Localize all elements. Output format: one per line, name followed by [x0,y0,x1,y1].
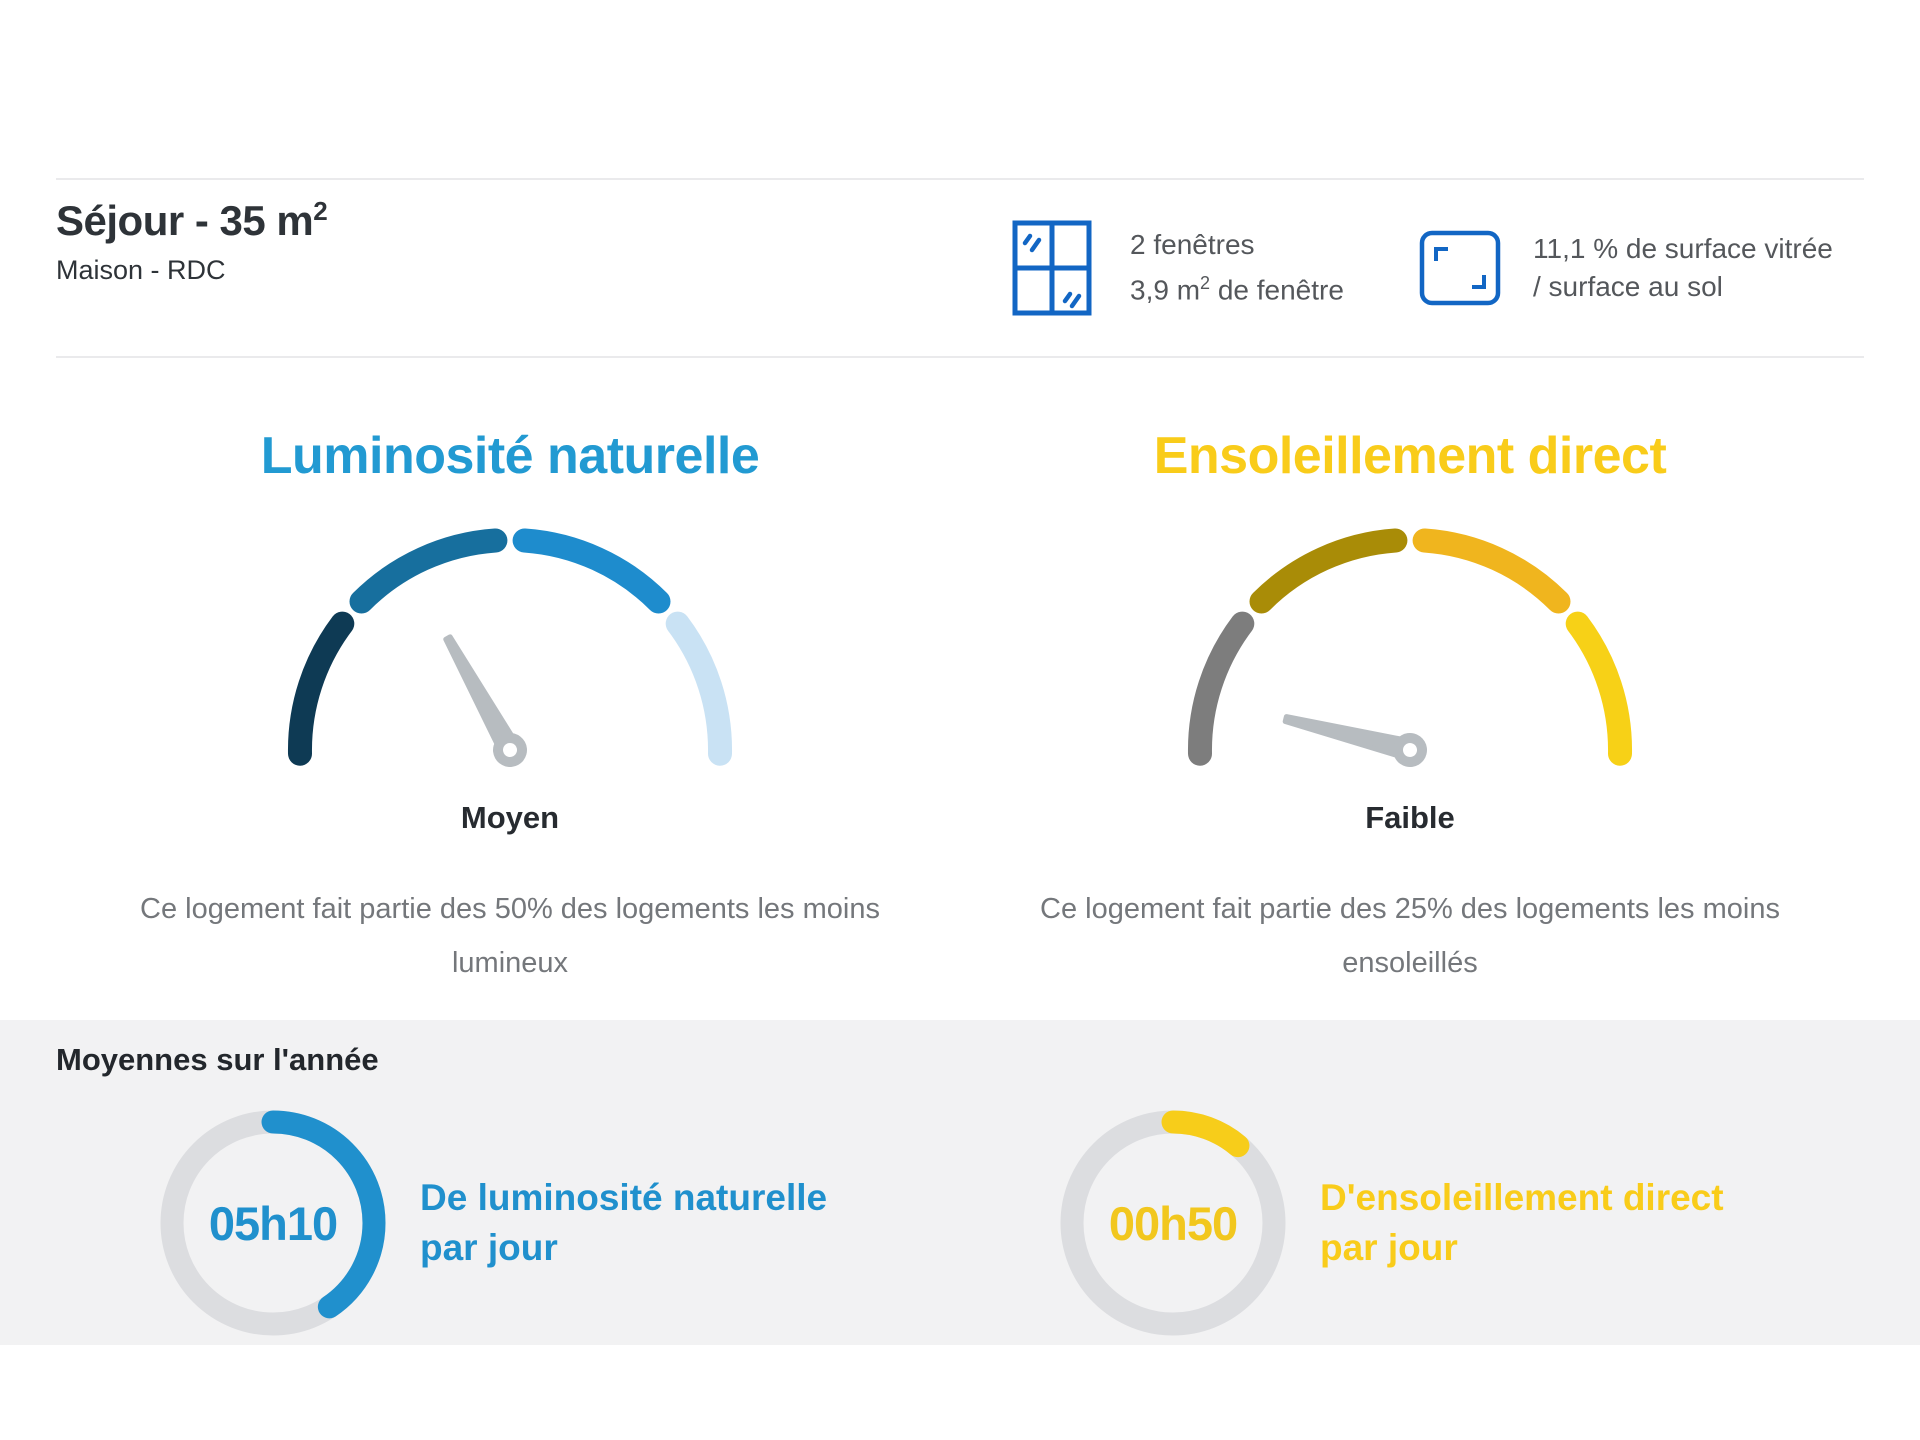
header-bottom-divider [56,356,1864,358]
window-icon [1012,220,1092,316]
sunlight-average-label: D'ensoleillement direct par jour [1320,1177,1724,1268]
sunlight-title: Ensoleillement direct [1153,427,1667,485]
glazing-feature [1419,230,1833,306]
windows-area: 3,9 $m^2$ de fenêtre [1130,273,1344,306]
sunlight-hours-value: 00h50 [1108,1196,1238,1250]
daylight-average-label: De luminosité naturelle par jour [420,1177,828,1268]
glazing-ratio-2: / surface au sol [1533,271,1723,302]
sunlight-rating: Faible [1365,800,1455,835]
glazing-ratio: 11,1 % de surface vitrée [1533,233,1833,264]
daylight-rating: Moyen [460,800,560,835]
yearly-averages-panel [0,1020,1920,1345]
sunlight-gauge [1125,508,1695,800]
sunlight-description: Ce logement fait partie des 25% des logements les moins ensoleillés [1040,893,1780,979]
daylight-title: Luminosité naturelle [260,427,760,485]
sunlight-average-item [1060,1110,1724,1336]
floor-area-icon [1419,230,1501,306]
sunlight-progress-ring [1060,1110,1286,1336]
header-top-divider [56,178,1864,180]
glazing-feature-text [1533,230,1833,306]
averages-title: Moyennes sur l'année [56,1042,379,1077]
daylight-hours-value: 05h10 [208,1196,338,1250]
room-subtitle: Maison - RDC [56,255,226,285]
daylight-section [60,425,960,990]
gauge-needle [1282,703,1431,771]
daylight-description: Ce logement fait partie des 50% des logements les moins lumineux [140,893,880,979]
gauge-needle [433,630,533,773]
daylight-average-item [160,1110,827,1336]
page-title: Séjour - 35 $m^2$ [56,196,328,244]
daylight-gauge [225,508,795,800]
square-meter-sup: 2 [313,196,328,226]
sunlight-section [960,425,1860,990]
windows-feature [1012,220,1344,316]
daylight-progress-ring [160,1110,386,1336]
windows-feature-text [1130,226,1344,309]
windows-count: 2 fenêtres [1130,229,1255,261]
room-header [56,196,327,286]
